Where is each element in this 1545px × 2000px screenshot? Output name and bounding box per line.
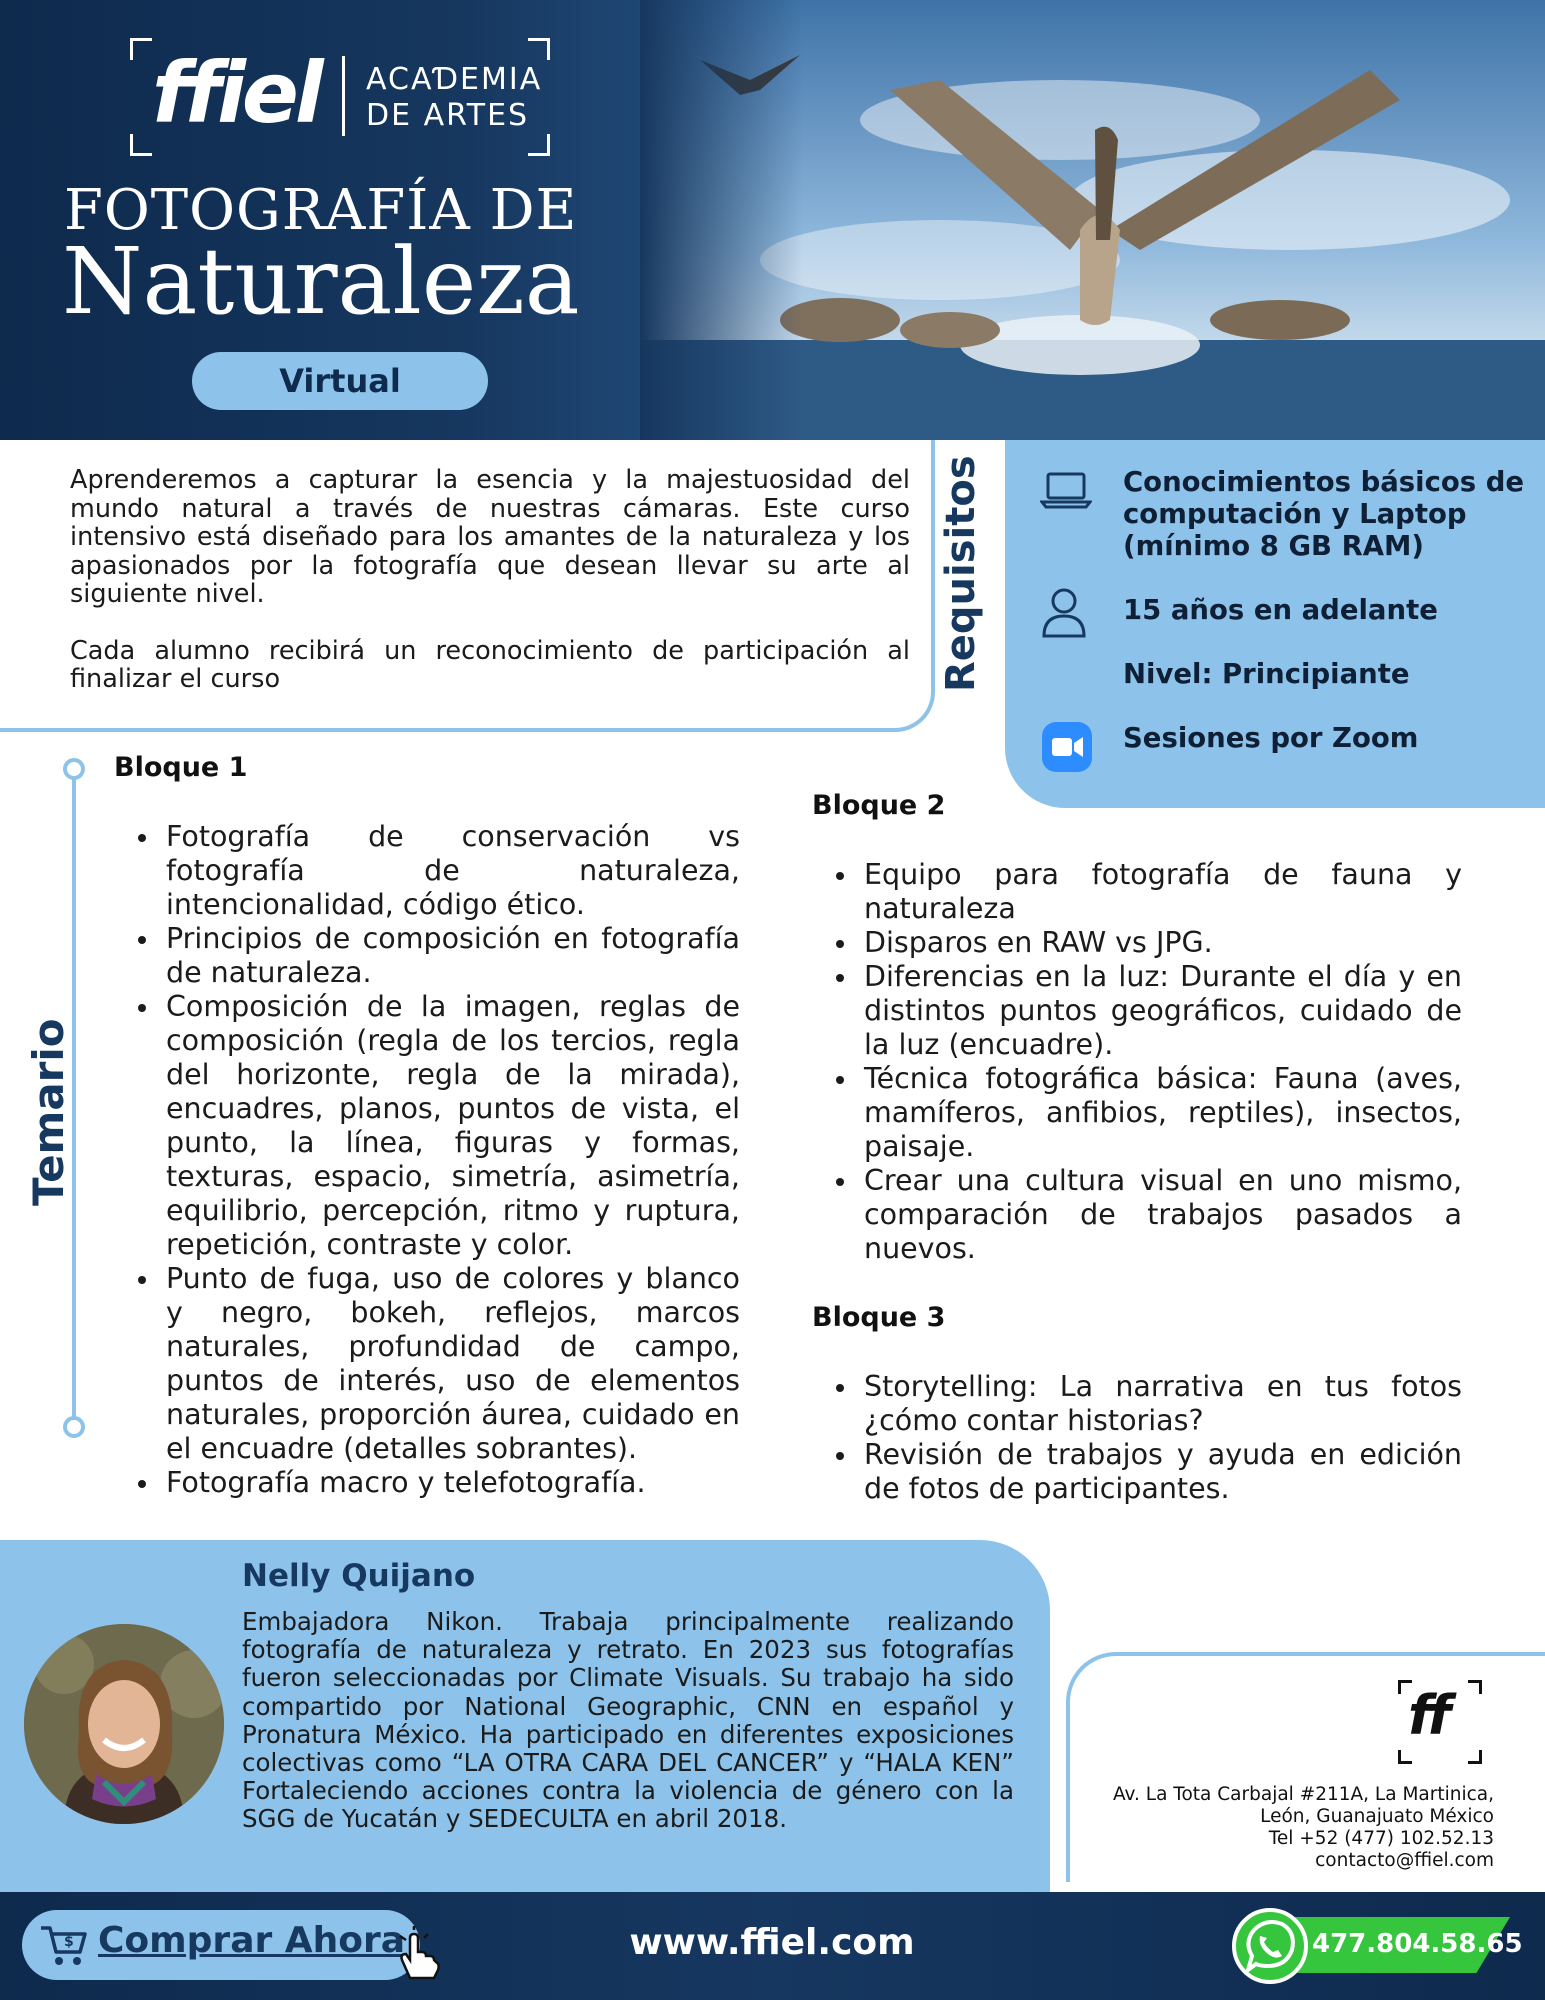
intro-paragraph-1: Aprenderemos a capturar la esencia y la majestuosidad del mundo natural a través de nuestras cámaras. Este curso intensivo está diseñado para los amantes de la naturaleza y los apasionados por la fotografía que desean llevar su arte al siguiente nivel. <box>70 465 910 609</box>
list-item: Técnica fotográfica básica: Fauna (aves, mamíferos, anfibios, reptiles), insectos, paisaje. <box>864 1062 1462 1163</box>
list-item: Punto de fuga, uso de colores y blanco y negro, bokeh, reflejos, marcos naturales, profundidad de campo, puntos de interés, uso de elementos naturales, proporción áurea, cuidado en el encuadre (detalles sobrantes). <box>166 1262 740 1465</box>
user-icon <box>1040 586 1088 638</box>
contact-logo: ff <box>1398 1680 1482 1764</box>
academy-name: ACAƊEMIA DE ARTES <box>366 62 543 133</box>
instructor-bio: Embajadora Nikon. Trabaja principalmente realizando fotografía de naturaleza y retrato. En 2023 sus fotografías fueron seleccionadas por Climate Visuals. Su trabajo ha sido compartido por National Geographic, CNN en español y Pronatura México. Ha participado en diferentes exposiciones colectivas como “LA OTRA CARA DEL CANCER” y “HALA KEN” Fortaleciendo acciones contra la violencia de género con la SGG de Yucatán y SEDECULTA en abril 2018. <box>242 1607 1014 1834</box>
phone: Tel +52 (477) 102.52.13 <box>1268 1828 1494 1849</box>
address-line-1: Av. La Tota Carbajal #211A, La Martinica, <box>1112 1784 1494 1805</box>
block-3-list <box>864 1370 1462 1506</box>
address-line-2: León, Guanajuato México <box>1260 1806 1494 1827</box>
contact-info <box>1080 1784 1494 1872</box>
list-item: Disparos en RAW vs JPG. <box>864 926 1462 960</box>
logo-divider <box>342 56 345 136</box>
requirement-computer: Conocimientos básicos de computación y Laptop (mínimo 8 GB RAM) <box>1123 466 1525 562</box>
header-banner <box>0 0 1545 440</box>
list-item: Diferencias en la luz: Durante el día y en distintos puntos geográficos, cuidado de la luz (encuadre). <box>864 960 1462 1061</box>
buy-now-label[interactable]: Comprar Ahora <box>98 1920 406 1961</box>
block-1-heading: Bloque 1 <box>114 752 248 783</box>
requirement-zoom: Sesiones por Zoom <box>1123 722 1419 754</box>
hand-pointer-icon <box>392 1926 444 1982</box>
requirement-level: Nivel: Principiante <box>1123 658 1410 690</box>
brand-logo: ffiel <box>152 44 320 142</box>
block-2-list <box>864 858 1462 1266</box>
pelican-photo <box>640 0 1545 440</box>
laptop-icon <box>1040 470 1092 510</box>
shopping-cart-icon <box>38 1920 90 1970</box>
website-link[interactable]: www.ffiel.com <box>629 1922 915 1963</box>
whatsapp-icon[interactable] <box>1230 1906 1310 1986</box>
intro-paragraph-2: Cada alumno recibirá un reconocimiento de participación al finalizar el curso <box>70 635 910 694</box>
block-3-heading: Bloque 3 <box>812 1302 946 1333</box>
email: contacto@ffiel.com <box>1315 1850 1494 1871</box>
timeline-dot-bottom <box>63 1416 85 1438</box>
block-1-list <box>166 820 740 1500</box>
list-item: Principios de composición en fotografía de naturaleza. <box>166 922 740 989</box>
modality-badge: Virtual <box>192 352 488 410</box>
intro-text <box>70 466 910 694</box>
timeline-dot-top <box>63 758 85 780</box>
course-title-line1: FOTOGRAFÍA DE <box>64 178 578 243</box>
svg-text:$: $ <box>64 1934 74 1950</box>
list-item: Storytelling: La narrativa en tus fotos ¿cómo contar historias? <box>864 1370 1462 1437</box>
list-item: Composición de la imagen, reglas de composición (regla de los tercios, regla del horizonte, regla de la mirada), encuadres, planos, puntos de vista, el punto, la línea, figuras y formas, texturas, espacio, simetría, asimetría, equilibrio, percepción, ritmo y ruptura, repetición, contraste y color. <box>166 990 740 1261</box>
course-title-line2: Naturaleza <box>62 228 580 335</box>
requirement-age: 15 años en adelante <box>1123 594 1438 626</box>
brand-logo-frame <box>130 38 550 156</box>
list-item: Revisión de trabajos y ayuda en edición de fotos de participantes. <box>864 1438 1462 1505</box>
instructor-photo <box>24 1624 224 1824</box>
list-item: Crear una cultura visual en uno mismo, comparación de trabajos pasados a nuevos. <box>864 1164 1462 1265</box>
list-item: Fotografía de conservación vs fotografía de naturaleza, intencionalidad, código ético. <box>166 820 740 921</box>
list-item: Equipo para fotografía de fauna y naturaleza <box>864 858 1462 925</box>
zoom-icon <box>1040 720 1094 774</box>
instructor-name: Nelly Quijano <box>242 1558 476 1594</box>
block-2-heading: Bloque 2 <box>812 790 946 821</box>
whatsapp-number[interactable]: 477.804.58.65 <box>1312 1929 1523 1959</box>
list-item: Fotografía macro y telefotografía. <box>166 1466 740 1500</box>
